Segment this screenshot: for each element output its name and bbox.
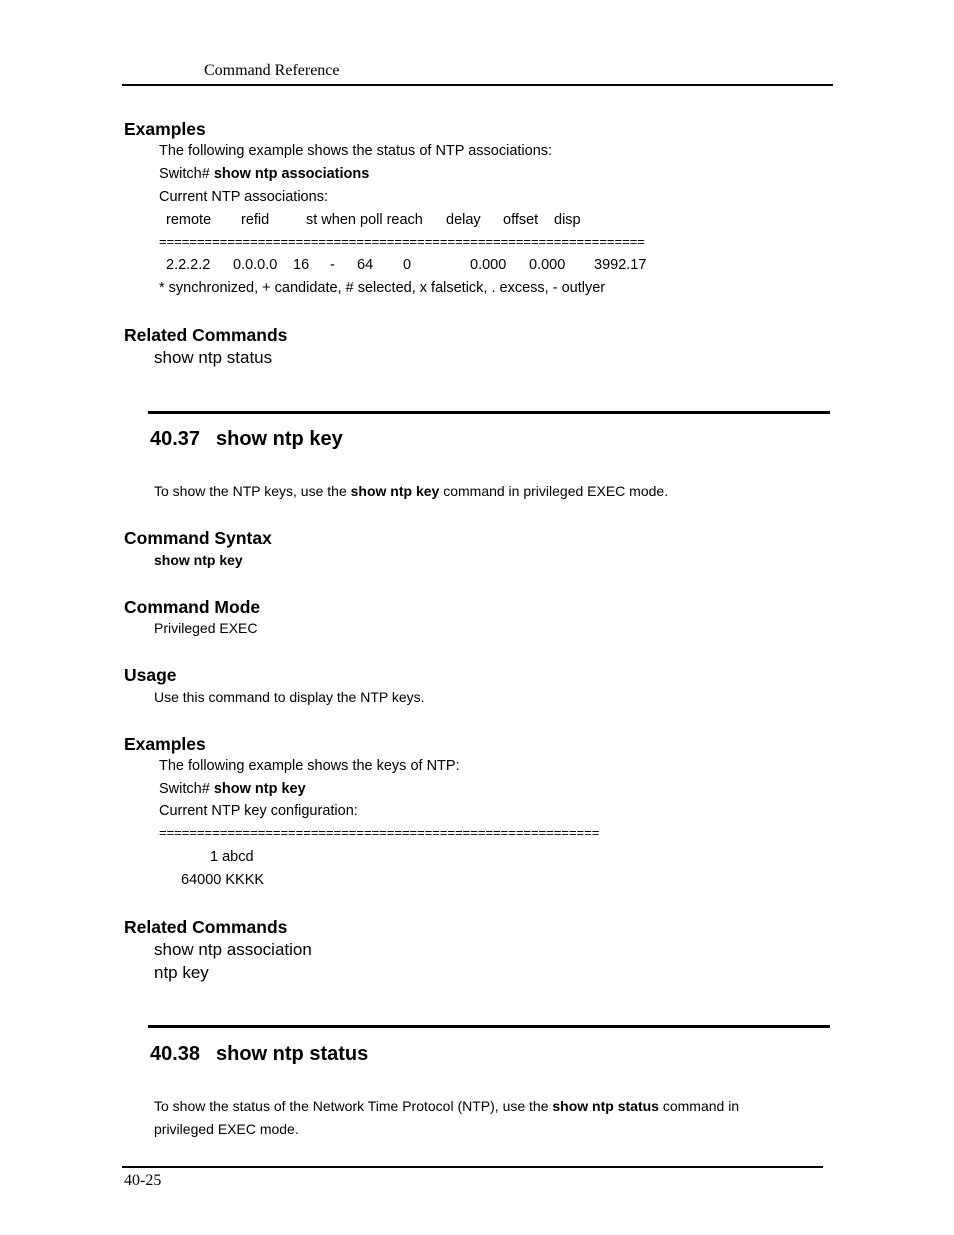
- cell-offset: 0.000: [529, 257, 566, 273]
- col-delay: delay: [446, 212, 481, 228]
- cli-prompt: Switch#: [159, 781, 210, 797]
- description-command: show ntp key: [350, 483, 440, 499]
- related-command: ntp key: [154, 963, 209, 982]
- description-text: command in: [658, 1098, 740, 1114]
- status-legend: * synchronized, + candidate, # selected, x falsetick, . excess, - outlyer: [159, 280, 606, 296]
- cell-disp: 3992.17: [594, 257, 647, 273]
- example-intro: The following example shows the keys of NTP:: [159, 758, 460, 774]
- cell-refid: 0.0.0.0: [233, 257, 278, 273]
- example-command-line: [159, 781, 306, 797]
- cli-command: show ntp associations: [213, 166, 370, 182]
- command-syntax-heading: Command Syntax: [124, 528, 272, 548]
- section-title: show ntp key: [216, 428, 343, 450]
- col-st-when-poll-reach: st when poll reach: [306, 212, 423, 228]
- example-output-title: Current NTP associations:: [159, 189, 328, 205]
- output-separator: ==========================================================: [159, 825, 600, 840]
- col-disp: disp: [554, 212, 581, 228]
- related-commands-heading: Related Commands: [124, 917, 288, 937]
- section-title: show ntp status: [216, 1043, 369, 1065]
- header-rule: [122, 84, 833, 86]
- related-commands-heading: Related Commands: [124, 325, 288, 345]
- example-command-line: [159, 166, 369, 182]
- key-entry: 64000 KKKK: [181, 872, 265, 888]
- cell-poll: 64: [357, 257, 374, 273]
- section-rule: [148, 1025, 830, 1028]
- description-text: To show the NTP keys, use the: [154, 483, 351, 499]
- cell-remote: 2.2.2.2: [166, 257, 211, 273]
- examples-heading: Examples: [124, 119, 206, 139]
- command-mode: Privileged EXEC: [154, 620, 258, 636]
- section-number: 40.38: [150, 1043, 201, 1065]
- cell-reach: 0: [403, 257, 412, 273]
- usage-heading: Usage: [124, 665, 177, 685]
- example-output-title: Current NTP key configuration:: [159, 803, 358, 819]
- cell-delay: 0.000: [470, 257, 507, 273]
- cli-prompt: Switch#: [159, 166, 210, 182]
- cell-when: -: [330, 257, 335, 273]
- page-number: 40-25: [124, 1172, 162, 1189]
- command-syntax: show ntp key: [154, 552, 243, 568]
- section-rule: [148, 411, 830, 414]
- description-command: show ntp status: [552, 1098, 659, 1114]
- section-description: [154, 1098, 739, 1114]
- key-entry: 1 abcd: [210, 849, 254, 865]
- description-text: To show the status of the Network Time Protocol (NTP), use the: [154, 1098, 553, 1114]
- col-refid: refid: [241, 212, 270, 228]
- command-mode-heading: Command Mode: [124, 597, 261, 617]
- cli-command: show ntp key: [213, 781, 306, 797]
- example-intro: The following example shows the status of NTP associations:: [159, 143, 553, 159]
- section-number: 40.37: [150, 428, 201, 450]
- description-text: command in privileged EXEC mode.: [439, 483, 669, 499]
- footer-rule: [122, 1166, 823, 1168]
- table-separator: ================================================================: [159, 234, 645, 249]
- cell-st: 16: [293, 257, 310, 273]
- related-command: show ntp status: [154, 348, 273, 367]
- examples-heading: Examples: [124, 734, 206, 754]
- col-offset: offset: [503, 212, 539, 228]
- section-description: [154, 483, 668, 499]
- col-remote: remote: [166, 212, 212, 228]
- running-header: Command Reference: [204, 62, 340, 79]
- related-command: show ntp association: [154, 940, 312, 959]
- usage-text: Use this command to display the NTP keys.: [154, 689, 425, 705]
- section-description-line2: privileged EXEC mode.: [154, 1121, 299, 1137]
